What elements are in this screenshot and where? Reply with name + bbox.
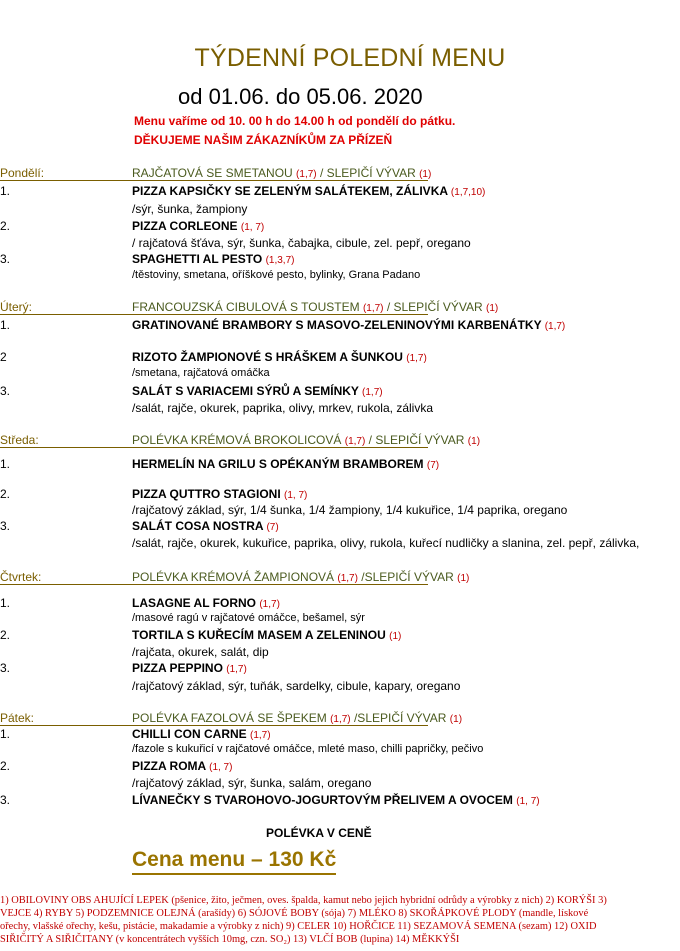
dish-title: TORTILA S KUŘECÍM MASEM A ZELENINOU <box>132 628 390 642</box>
item-number: 1. <box>0 318 11 332</box>
dish-allergens: (1,7) <box>362 387 383 398</box>
day-divider <box>0 314 428 315</box>
menu-price: Cena menu – 130 Kč <box>132 847 336 875</box>
dish-description: /smetana, rajčatová omáčka <box>132 367 270 379</box>
dish-allergens: (1,3,7) <box>265 255 295 266</box>
dish-title: PIZZA CORLEONE <box>132 219 241 233</box>
dish-name <box>132 318 565 332</box>
allergen-line: VEJCE 4) RYBY 5) PODZEMNICE OLEJNÁ (arašídy) 6) SÓJOVÉ BOBY (sója) 7) MLÉKO 8) SKOŘÁPKOVÉ PLODY (mandle, lískové <box>0 908 589 919</box>
dish-allergens: (1,7) <box>259 599 280 610</box>
dish-title: SALÁT COSA NOSTRA <box>132 519 267 533</box>
dish-title: PIZZA PEPPINO <box>132 661 227 675</box>
item-number: 3. <box>0 252 11 266</box>
day-label-tuesday: Úterý: <box>0 300 33 314</box>
dish-title: LASAGNE AL FORNO <box>132 596 260 610</box>
dish-title: RIZOTO ŽAMPIONOVÉ S HRÁŠKEM A ŠUNKOU <box>132 350 407 364</box>
dish-description: /sýr, šunka, žampiony <box>132 202 248 216</box>
soup-name: POLÉVKA KRÉMOVÁ ŽAMPIONOVÁ <box>132 570 338 584</box>
soup2-allergens: (1) <box>419 169 432 180</box>
item-number: 3. <box>0 519 11 533</box>
dish-name <box>132 759 232 773</box>
dish-name <box>132 457 439 471</box>
soup2-allergens: (1) <box>449 714 463 725</box>
dish-allergens: (1, 7) <box>516 796 540 807</box>
day-divider <box>0 447 428 448</box>
dish-description: /fazole s kukuřicí v rajčatové omáčce, mleté maso, chilli papričky, pečivo <box>132 743 484 755</box>
dish-name <box>132 487 307 501</box>
dish-description: /salát, rajče, okurek, kukuřice, paprika, olivy, rukola, kuřecí nudličky a slanina, zel. pepř, zálivka, <box>132 536 640 550</box>
soup2-allergens: (1) <box>457 573 470 584</box>
day-label-wednesday: Středa: <box>0 433 39 447</box>
soup-allergens: (1,7) <box>296 169 317 180</box>
item-number: 2. <box>0 219 11 233</box>
soup-separator: /SLEPIČÍ VÝVAR <box>350 711 450 725</box>
day-label-monday: Pondělí: <box>0 166 45 180</box>
allergen-legend <box>0 894 676 946</box>
item-number: 2. <box>0 628 11 642</box>
dish-name <box>132 661 247 675</box>
item-number: 1. <box>0 596 11 610</box>
dish-description: / rajčatová šťáva, sýr, šunka, čabajka, cibule, zel. pepř, oregano <box>132 236 471 250</box>
item-number: 1. <box>0 727 11 741</box>
soup-separator: / SLEPIČÍ VÝVAR <box>365 433 468 447</box>
day-label-friday: Pátek: <box>0 711 35 725</box>
soup2-allergens: (1) <box>467 436 481 447</box>
soup-name: POLÉVKA FAZOLOVÁ SE ŠPEKEM <box>132 711 331 725</box>
day-divider <box>0 725 428 726</box>
allergen-line: ořechy, vlašské ořechy, kešu, pistácie, makadamie a výrobky z nich) 9) CELER 10) HOŘČICE 11) SEZAMOVÁ SEMENA (sezam) 12) OXID <box>0 921 597 932</box>
soup-separator: /SLEPIČÍ VÝVAR <box>357 570 458 584</box>
dish-title: LÍVANEČKY S TVAROHOVO-JOGURTOVÝM PŘELIVEM A OVOCEM <box>132 793 517 807</box>
day-divider <box>0 180 428 181</box>
item-number: 2. <box>0 487 11 501</box>
soup-allergens: (1,7) <box>330 714 351 725</box>
soup-wednesday <box>132 433 480 447</box>
dish-name <box>132 384 383 398</box>
item-number: 3. <box>0 384 11 398</box>
day-divider <box>0 584 428 585</box>
dish-allergens: (1,7) <box>406 353 427 364</box>
dish-title: SALÁT S VARIACEMI SÝRŮ A SEMÍNKY <box>132 384 363 398</box>
thanks-note: DĚKUJEME NAŠIM ZÁKAZNÍKŮM ZA PŘÍZEŇ <box>134 133 393 147</box>
soup-allergens: (1,7) <box>337 573 358 584</box>
opening-hours: Menu vaříme od 10. 00 h do 14.00 h od pondělí do pátku. <box>134 114 456 128</box>
soup-separator: / SLEPIČÍ VÝVAR <box>316 166 420 180</box>
dish-name <box>132 727 271 741</box>
dish-description: /masové ragú v rajčatové omáčce, bešamel, sýr <box>132 612 365 624</box>
soup-thursday <box>132 570 469 584</box>
item-number: 3. <box>0 661 11 675</box>
dish-allergens: (1,7) <box>544 321 566 332</box>
dish-description: /rajčata, okurek, salát, dip <box>132 645 269 659</box>
item-number: 3. <box>0 793 11 807</box>
soup-name: POLÉVKA KRÉMOVÁ BROKOLICOVÁ <box>132 433 345 447</box>
dish-allergens: (1, 7) <box>284 490 308 501</box>
dish-description: /salát, rajče, okurek, paprika, olivy, mrkev, rukola, zálivka <box>132 401 433 415</box>
day-label-thursday: Čtvrtek: <box>0 570 42 584</box>
menu-dates: od 01.06. do 05.06. 2020 <box>178 84 423 109</box>
dish-allergens: (7) <box>426 460 440 471</box>
dish-title: PIZZA KAPSIČKY SE ZELENÝM SALÁTEKEM, ZÁLIVKA <box>132 184 451 198</box>
menu-title: TÝDENNÍ POLEDNÍ MENU <box>194 44 506 72</box>
dish-title: HERMELÍN NA GRILU S OPÉKANÝM BRAMBOREM <box>132 457 427 471</box>
dish-title: CHILLI CON CARNE <box>132 727 250 741</box>
dish-description: /rajčatový základ, sýr, šunka, salám, oregano <box>132 776 372 790</box>
dish-name <box>132 519 279 533</box>
dish-name <box>132 793 540 807</box>
soup-name: RAJČATOVÁ SE SMETANOU <box>132 166 293 180</box>
dish-title: SPAGHETTI AL PESTO <box>132 252 266 266</box>
dish-allergens: (7) <box>266 522 279 533</box>
item-number: 1. <box>0 457 11 471</box>
soup-tuesday <box>132 300 498 314</box>
item-number: 2 <box>0 350 7 364</box>
soup2-allergens: (1) <box>485 303 499 314</box>
dish-allergens: (1,7) <box>250 730 271 741</box>
dish-name <box>132 219 264 233</box>
dish-name <box>132 184 485 198</box>
dish-allergens: (1) <box>389 631 402 642</box>
dish-name <box>132 628 401 642</box>
soup-allergens: (1,7) <box>344 436 366 447</box>
soup-allergens: (1,7) <box>362 303 384 314</box>
dish-allergens: (1,7,10) <box>450 187 486 198</box>
dish-description: /rajčatový základ, sýr, 1/4 šunka, 1/4 žampiony, 1/4 kukuřice, 1/4 paprika, oregano <box>132 503 568 517</box>
dish-name <box>132 350 427 364</box>
soup-friday <box>132 711 462 725</box>
item-number: 1. <box>0 184 11 198</box>
allergen-line: SIŘIČITÝ A SIŘIČITANY (v koncentrátech vyšších 10mg, czn. SO₂) 13) VLČÍ BOB (lupina) 14) MĚKKÝŠI <box>0 934 460 945</box>
soup-monday <box>132 166 431 180</box>
allergen-line: 1) OBILOVINY OBS AHUJÍCÍ LEPEK (pšenice, žito, ječmen, oves. špalda, kamut nebo jejich hybridní odrůdy a výrobky z nich) 2) KORÝŠI 3) <box>0 895 607 906</box>
dish-allergens: (1, 7) <box>209 762 233 773</box>
dish-description: /rajčatový základ, sýr, tuňák, sardelky, cibule, kapary, oregano <box>132 679 461 693</box>
dish-title: PIZZA ROMA <box>132 759 210 773</box>
dish-allergens: (1, 7) <box>240 222 265 233</box>
item-number: 2. <box>0 759 11 773</box>
soup-included-note: POLÉVKA V CENĚ <box>266 826 372 840</box>
dish-description: /těstoviny, smetana, oříškové pesto, bylinky, Grana Padano <box>132 269 421 281</box>
dish-name <box>132 596 280 610</box>
dish-title: PIZZA QUTTRO STAGIONI <box>132 487 284 501</box>
soup-separator: / SLEPIČÍ VÝVAR <box>383 300 486 314</box>
dish-allergens: (1,7) <box>226 664 247 675</box>
dish-title: GRATINOVANÉ BRAMBORY S MASOVO-ZELENINOVÝMI KARBENÁTKY <box>132 318 545 332</box>
dish-name <box>132 252 294 266</box>
soup-name: FRANCOUZSKÁ CIBULOVÁ S TOUSTEM <box>132 300 363 314</box>
